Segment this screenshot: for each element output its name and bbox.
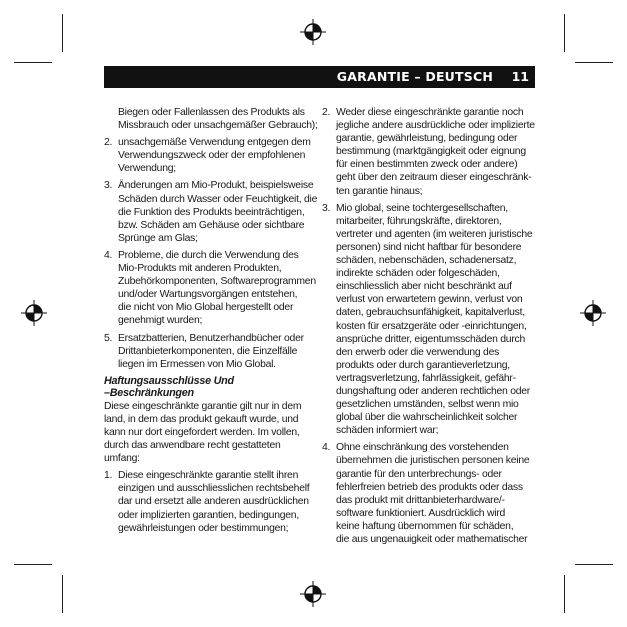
text-line: gesetzlichen umständen, selbst wenn mio <box>336 399 519 411</box>
text-line: geht über den zeitraum dieser eingeschränk- <box>336 172 532 184</box>
text-line: Diese eingeschränkte garantie gilt nur in dem <box>104 400 302 412</box>
registration-mark-icon <box>300 581 326 607</box>
text-line: bestimmung (marktgängigkeit oder eignung <box>336 146 526 158</box>
text-line: die Funktion des Produkts beeinträchtigen, <box>118 206 305 218</box>
section-heading <box>104 375 304 400</box>
list-item <box>104 332 304 371</box>
text-line: Verwendung; <box>118 163 176 175</box>
left-column <box>104 106 318 535</box>
text-line: gewährleistungen oder bestimmungen; <box>118 522 289 534</box>
list-number: 4. <box>104 249 113 261</box>
text-line: schäden informiert war; <box>336 425 439 437</box>
text-line: einzigen und ausschliesslichen rechtsbehelf <box>118 483 310 495</box>
text-line: Verwendungszweck oder der empfohlenen <box>118 150 306 162</box>
text-line: ansprüche dritter, eigentumsschäden durch <box>336 333 526 345</box>
right-column <box>322 106 535 546</box>
text-line: Zubehörkomponenten, Softwareprogrammen <box>118 276 316 288</box>
text-line: Schäden durch Wasser oder Feuchtigkeit, die <box>118 193 318 205</box>
list-item <box>104 179 318 244</box>
text-line: verlust von erwartetem gewinn, verlust von <box>336 294 523 306</box>
text-line: global über die wahrscheinlichkeit solcher <box>336 412 518 424</box>
list-item <box>322 106 535 198</box>
crop-mark <box>14 564 52 565</box>
text-line: genehmigt wurden; <box>118 315 203 327</box>
text-line: dungshaftung oder anderen rechtlichen oder <box>336 385 530 397</box>
list-item <box>322 202 533 438</box>
text-line: indirekte schäden oder folgeschäden, <box>336 268 500 280</box>
text-line: das produkt mit drittanbieterhardware/- <box>336 494 505 506</box>
list-item <box>104 249 316 328</box>
text-line: durch das anwendbare recht gestatteten <box>104 440 281 452</box>
text-line: land, in dem das produkt gekauft wurde, und <box>104 413 299 425</box>
text-line: bzw. Schäden am Gehäuse oder sichtbare <box>118 219 305 231</box>
registration-mark-icon <box>300 19 326 45</box>
running-header <box>104 66 535 88</box>
text-line: dar und ersetzt alle anderen ausdrücklichen <box>118 496 309 508</box>
list-number: 2. <box>322 107 331 118</box>
text-line: Mio global, seine tochtergesellschaften, <box>336 202 508 214</box>
list-number: 3. <box>104 180 113 192</box>
text-line: Ersatzbatterien, Benutzerhandbücher oder <box>118 332 304 344</box>
text-line: keine haftung übernommen für schäden, <box>336 520 514 532</box>
text-line: kann nur dort eingefordert werden. Im vollen, <box>104 426 300 438</box>
text-line: garantie für den unterbrechungs- oder <box>336 468 502 480</box>
text-line: schäden, nebenschäden, schadenersatz, <box>336 255 517 267</box>
heading-line: –Beschränkungen <box>104 387 194 400</box>
text-line: mitarbeiter, führungskräfte, direktoren, <box>336 215 502 227</box>
list-number: 1. <box>104 470 113 482</box>
list-number: 2. <box>104 137 113 149</box>
heading-line: Haftungsausschlüsse Und <box>104 374 234 387</box>
text-line: und/oder Wartungsvorgängen entstehen, <box>118 289 298 301</box>
text-line: liegen im Ermessen von Mio Global. <box>118 358 276 370</box>
text-line: übernehmen die juristischen personen keine <box>336 455 530 467</box>
text-line: fehlerfreien betrieb des produkts oder dass <box>336 481 523 493</box>
text-line: Missbrauch oder unsachgemäßer Gebrauch); <box>118 120 318 132</box>
text-line: Drittanbieterkomponenten, die Einzelfälle <box>118 345 298 357</box>
list-number: 4. <box>322 442 331 454</box>
text-line: vertreter und agenten (im weiteren juristische <box>336 228 533 240</box>
text-line: oder implizierten garantien, bedingungen, <box>118 509 299 521</box>
text-line: produkts oder durch garantieverletzung, <box>336 359 510 371</box>
header-title: GARANTIE – DEUTSCH <box>336 69 493 84</box>
text-line: kosten für ersatzgeräte oder -einrichtungen, <box>336 320 527 332</box>
text-line: einschliesslich aber nicht beschränkt auf <box>336 281 512 293</box>
crop-mark <box>564 575 565 613</box>
list-item <box>104 469 310 534</box>
list-number: 3. <box>322 202 331 214</box>
text-line: Sprünge am Glas; <box>118 232 198 244</box>
text-line: Probleme, die durch die Verwendung des <box>118 249 299 261</box>
text-line: den erwerb oder die verwendung des <box>336 346 500 358</box>
list-item <box>104 136 311 175</box>
text-line: personen) sind nicht haftbar für besondere <box>336 241 522 253</box>
text-line: vertragsverletzung, fahrlässigkeit, gefähr- <box>336 372 516 384</box>
text-line: Biegen oder Fallenlassen des Produkts als <box>118 107 305 118</box>
text-line: garantie, gewährleistung, bedingung oder <box>336 133 518 145</box>
list-number: 5. <box>104 332 113 344</box>
registration-mark-icon <box>21 300 47 326</box>
text-line: daten, gebrauchsunfähigkeit, kapitalverlust, <box>336 307 525 319</box>
paragraph <box>104 400 304 465</box>
page-number: 11 <box>511 69 529 84</box>
crop-mark <box>62 14 63 52</box>
text-line: software funktioniert. Ausdrücklich wird <box>336 507 506 519</box>
crop-mark <box>575 564 613 565</box>
text-line: die aus ungenauigkeit oder mathematischer <box>336 534 528 545</box>
text-line: unsachgemäße Verwendung entgegen dem <box>118 137 311 149</box>
crop-mark <box>62 575 63 613</box>
crop-mark <box>14 62 52 63</box>
text-line: für einen bestimmten zweck oder andere) <box>336 159 518 171</box>
text-line: Diese eingeschränkte garantie stellt ihren <box>118 470 299 482</box>
continuation-text <box>104 106 318 132</box>
text-line: Ohne einschränkung des vorstehenden <box>336 442 509 454</box>
crop-mark <box>575 62 613 63</box>
text-line: Mio-Produkts mit anderen Produkten, <box>118 263 282 275</box>
crop-mark <box>564 14 565 52</box>
list-item <box>322 441 530 546</box>
text-line: die nicht von Mio Global hergestellt oder <box>118 302 294 314</box>
text-line: ten garantie hinaus; <box>336 185 423 197</box>
text-line: Änderungen am Mio-Produkt, beispielsweise <box>118 180 314 192</box>
text-line: umfang: <box>104 453 140 465</box>
text-line: Weder diese eingeschränkte garantie noch <box>336 107 524 118</box>
registration-mark-icon <box>580 300 606 326</box>
text-line: jegliche andere ausdrückliche oder implizierte <box>336 120 535 132</box>
